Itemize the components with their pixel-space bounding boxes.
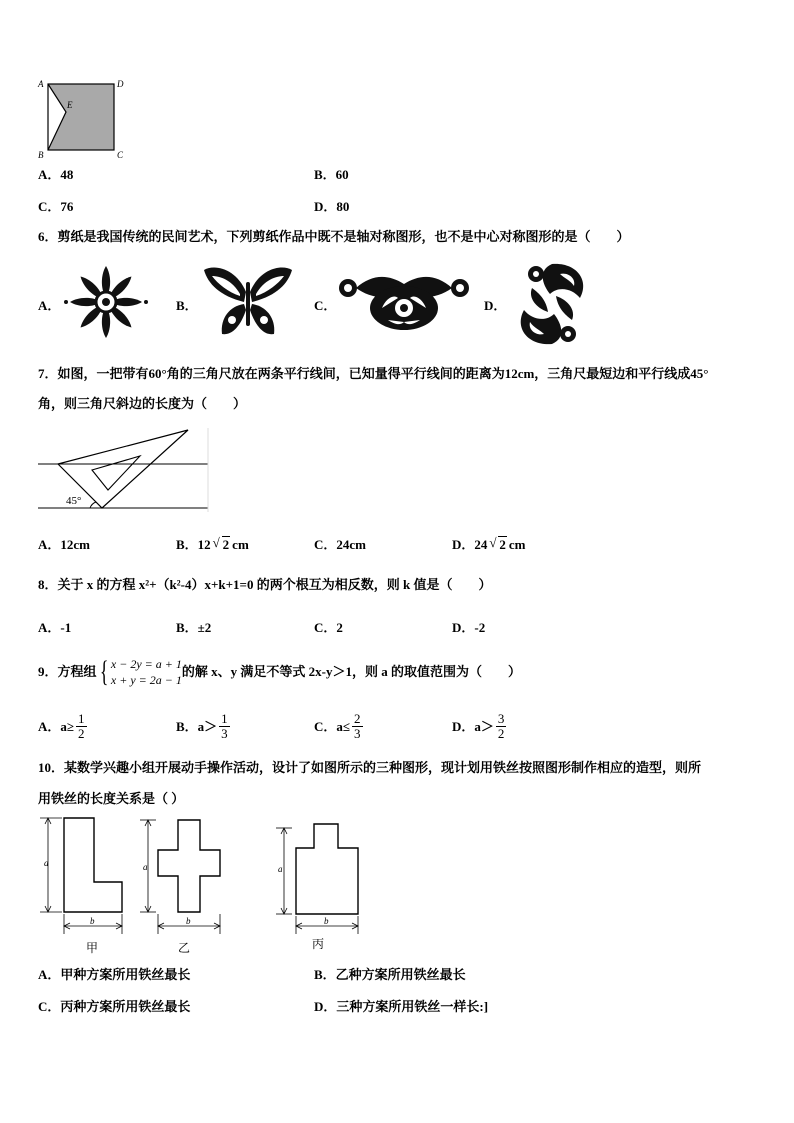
q9-option-d-label: D．a＞: [452, 718, 494, 734]
q10-option-c: C．丙种方案所用铁丝最长: [38, 999, 191, 1014]
q10-option-b: B．乙种方案所用铁丝最长: [314, 967, 466, 982]
q7-option-d: [452, 537, 526, 553]
q10-option-a: A．甲种方案所用铁丝最长: [38, 967, 191, 982]
q6-papercut-dragon-image: [512, 258, 592, 350]
q7-option-d-unit: cm: [508, 537, 526, 552]
q9-option-b-label: B．a＞: [176, 718, 218, 734]
q9-option-c-fraction: $\frac{2}{3}$: [354, 711, 361, 741]
q9-suffix: 的解 x、y 满足不等式 2x-y＞1，则 a 的取值范围为（ ）: [181, 664, 521, 679]
q9-option-d: [452, 712, 506, 741]
q8-option-b: B．±2: [176, 620, 212, 635]
q10-jia-label-a: a: [44, 858, 49, 868]
q8-option-d: D．-2: [452, 620, 486, 635]
q6-stem: 6．剪纸是我国传统的民间艺术，下列剪纸作品中既不是轴对称图形，也不是中心对称图形的是（ ）: [38, 229, 630, 244]
q9-option-d-fraction: $\frac{3}{2}$: [497, 711, 505, 741]
q9-equation-2: x + y = 2a − 1: [110, 673, 182, 687]
q10-caption-yi: 乙: [178, 941, 191, 955]
q6-option-d: D．: [484, 298, 507, 313]
q9-option-c-label: C．a≤: [314, 718, 351, 734]
q7-option-d-radical: √ 2: [489, 537, 507, 553]
q5-label-d: D: [117, 79, 124, 89]
q6-option-b: B．: [176, 298, 198, 313]
q9-option-b: [176, 712, 230, 741]
q10-option-d: D．三种方案所用铁丝一样长:]: [314, 999, 489, 1014]
q10-stem-line2: 用铁丝的长度关系是（ ）: [38, 791, 185, 806]
q9-equation-system: [111, 656, 182, 688]
q6-papercut-floral-image: [338, 264, 470, 340]
q10-figure-bing: [268, 818, 364, 956]
q10-bing-label-a: a: [278, 864, 283, 874]
q6-option-c: C．: [314, 298, 337, 313]
q5-option-a: A．48: [38, 167, 74, 182]
q9-option-a-fraction: $\frac{1}{2}$: [78, 711, 85, 741]
q10-yi-label-a: a: [143, 862, 148, 872]
q10-jia-label-b: b: [90, 916, 95, 926]
q7-option-a: A．12cm: [38, 537, 90, 552]
q7-stem-line1: 7．如图，一把带有60°角的三角尺放在两条平行线间，已知量得平行线间的距离为12cm，三角尺最短边和平行线成45°: [38, 366, 709, 381]
q5-option-c: C．76: [38, 199, 74, 214]
q7-option-b: [176, 537, 249, 553]
q10-bing-label-b: b: [324, 916, 329, 926]
q6-papercut-flower-image: [64, 262, 148, 342]
q7-stem-line2: 角，则三角尺斜边的长度为（ ）: [38, 396, 247, 411]
q9-option-a: [38, 712, 87, 741]
q7-option-b-radical: √ 2: [213, 537, 231, 553]
q9-equation-1: x − 2y = a + 1: [110, 657, 182, 671]
q10-stem-line1: 10．某数学兴趣小组开展动手操作活动，设计了如图所示的三种图形，现计划用铁丝按照图形制作相应的造型，则所: [38, 760, 702, 775]
q8-stem: 8．关于 x 的方程 x²+（k²-4）x+k+1=0 的两个根互为相反数，则 k 值是（ ）: [38, 577, 492, 592]
q7-angle-label: 45°: [66, 495, 82, 507]
q9-option-b-fraction: $\frac{1}{3}$: [221, 711, 228, 741]
q9-stem: [38, 656, 521, 688]
q7-option-d-prefix: D．24: [452, 537, 488, 552]
q5-label-c: C: [117, 150, 124, 160]
q10-figure-jia: [36, 814, 130, 956]
q6-papercut-butterfly-image: [200, 262, 296, 342]
q10-yi-label-b: b: [186, 916, 191, 926]
q9-option-c: [314, 712, 363, 741]
q6-option-a: A．: [38, 298, 61, 313]
q9-brace-icon: {: [99, 655, 109, 688]
q5-label-b: B: [38, 150, 44, 160]
q7-option-c: C．24cm: [314, 537, 366, 552]
q5-label-a: A: [38, 79, 44, 89]
q7-option-b-prefix: B．12: [176, 537, 211, 552]
q5-label-e: E: [67, 100, 73, 110]
q9-option-a-label: A．a≥: [38, 718, 75, 734]
q10-caption-jia: 甲: [86, 941, 99, 955]
q7-option-b-unit: cm: [232, 537, 249, 552]
q9-prefix: 9．方程组: [38, 664, 97, 679]
q8-option-a: A．-1: [38, 620, 72, 635]
q7-triangle-ruler-figure: [36, 426, 212, 514]
q5-option-d: D．80: [314, 199, 350, 214]
q10-figure-yi: [136, 814, 226, 956]
q5-square-figure: [36, 78, 132, 162]
q10-caption-bing: 丙: [312, 937, 325, 951]
q5-option-b: B．60: [314, 167, 349, 182]
q8-option-c: C．2: [314, 620, 343, 635]
